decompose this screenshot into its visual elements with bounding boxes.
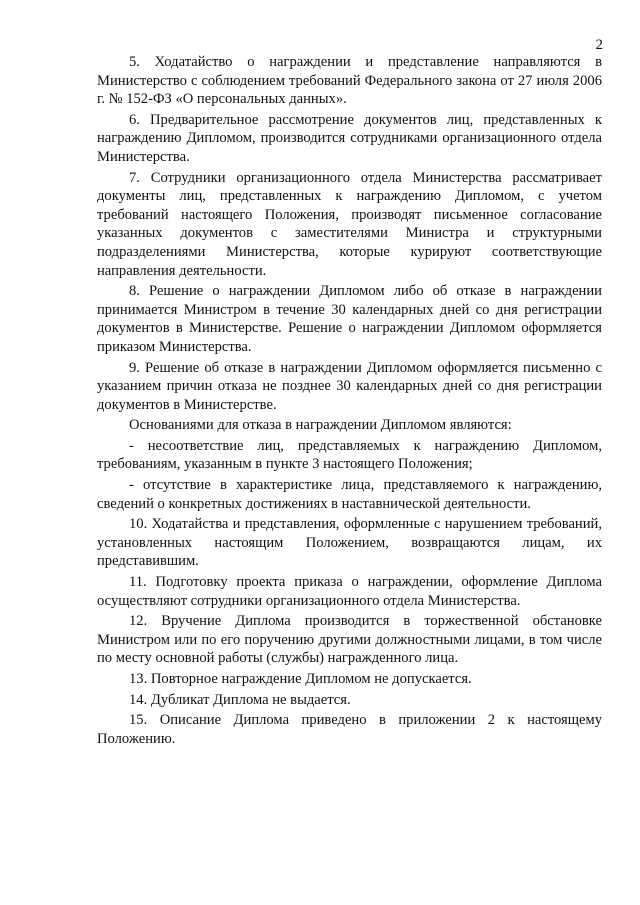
paragraph-item-15: 15. Описание Диплома приведено в приложении 2 к настоящему Положению. — [97, 712, 602, 747]
refusal-ground-item: - отсутствие в характеристике лица, представляемого к награждению, сведений о конкретных достижениях в наставнической деятельности. — [97, 477, 602, 512]
refusal-grounds-heading: Основаниями для отказа в награждении Дипломом являются: — [129, 417, 512, 434]
paragraph-item-5: 5. Ходатайство о награждении и представление направляются в Министерство с соблюдением требований Федерального закона от 27 июля 2006 г. № 152-ФЗ «О персональных данных». — [97, 54, 602, 108]
paragraph-item-13: 13. Повторное награждение Дипломом не допускается. — [129, 671, 472, 687]
paragraph-item-8: 8. Решение о награждении Дипломом либо об отказе в награждении принимается Министром в течение 30 календарных дней со дня регистрации документов в Министерстве. Решение о награждении Дипломом оформляется приказом Министерства. — [97, 283, 602, 355]
paragraph-item-12: 12. Вручение Диплома производится в торжественной обстановке Министром или по его поручению другими должностными лицами, в том числе по месту основной работы (службы) награжденного лица. — [97, 613, 602, 667]
document-body — [97, 53, 602, 750]
paragraph-item-14: 14. Дубликат Диплома не выдается. — [129, 691, 351, 708]
refusal-ground-item: - несоответствие лиц, представляемых к награждению Дипломом, требованиям, указанным в пункте 3 настоящего Положения; — [97, 437, 602, 473]
paragraph-item-10: 10. Ходатайства и представления, оформленные с нарушением требований, установленных настоящим Положением, возвращаются лицам, их представившим. — [97, 516, 602, 570]
paragraph-item-9: 9. Решение об отказе в награждении Дипломом оформляется письменно с указанием причин отказа не позднее 30 календарных дней со дня регистрации документов в Министерстве. — [97, 359, 602, 413]
paragraph-item-7: 7. Сотрудники организационного отдела Министерства рассматривает документы лиц, представленных к награждению Дипломом, с учетом требований настоящего Положения, производят письменное согласование указанных документов с заместителями Министра и структурными подразделениями Министерства, которые курируют соответствующие направления деятельности. — [97, 169, 602, 279]
paragraph-item-6: 6. Предварительное рассмотрение документов лиц, представленных к награждению Дипломом, производится сотрудниками организационного отдела Министерства. — [97, 111, 602, 165]
paragraph-item-11: 11. Подготовку проекта приказа о награждении, оформление Диплома осуществляют сотрудники организационного отдела Министерства. — [97, 574, 602, 609]
page-number: 2 — [595, 37, 603, 53]
